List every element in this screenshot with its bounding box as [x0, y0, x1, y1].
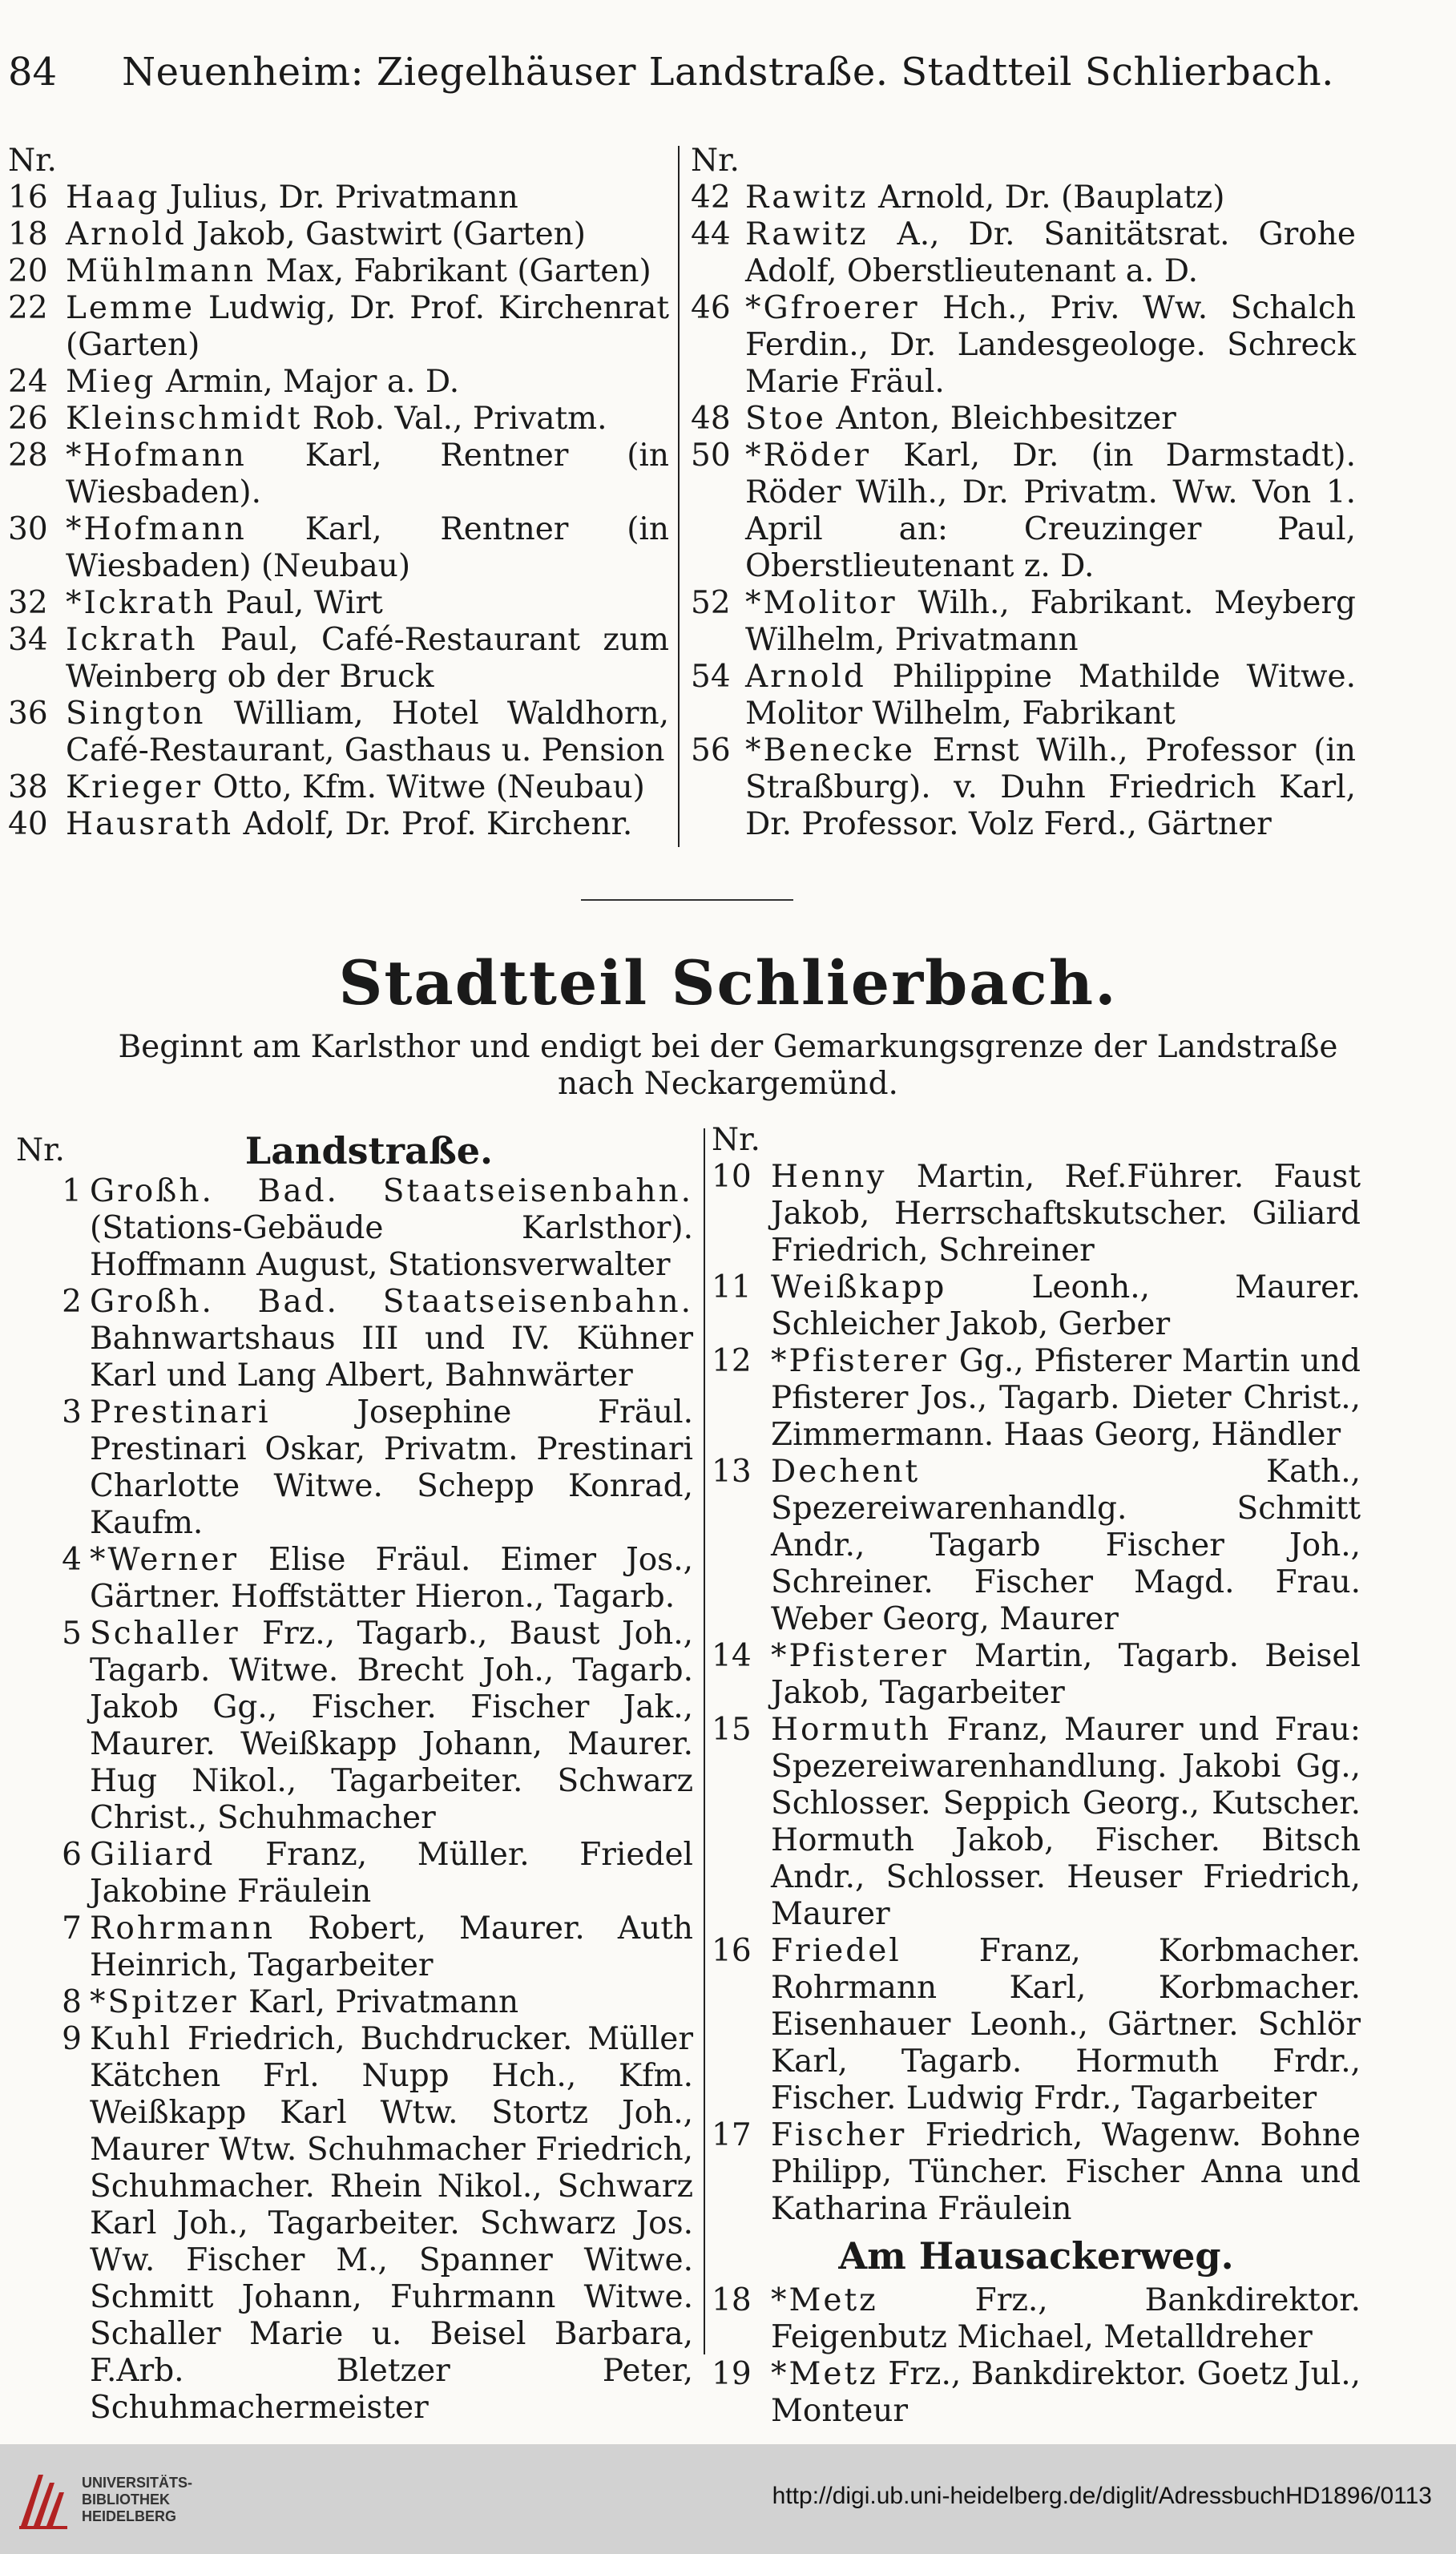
house-number: 14: [712, 1638, 752, 1674]
owner-name: Krieger: [66, 769, 204, 805]
owner-name: Rawitz: [745, 180, 869, 216]
address-entry: [712, 2356, 1361, 2430]
resident-text: [745, 438, 1356, 585]
owner-name: *Werner: [90, 1542, 239, 1578]
permalink-url[interactable]: http://digi.ub.uni-heidelberg.de/diglit/AdressbuchHD1896/0113: [772, 2483, 1432, 2509]
house-number: 7: [62, 1910, 82, 1947]
house-number: 11: [712, 1269, 752, 1305]
owner-name: Sington: [66, 696, 206, 732]
address-entry: [691, 401, 1356, 438]
address-entry: [16, 1284, 693, 1394]
resident-text: [66, 622, 669, 696]
owner-name: *Pfisterer: [771, 1638, 949, 1674]
address-entry: [8, 696, 669, 769]
resident-text: [66, 806, 669, 843]
resident-details: Gg., Pfisterer Martin und Pfisterer Jos., Tagarb. Dieter Christ., Zimmermann. Haas Georg, Händler: [771, 1343, 1361, 1453]
address-entry: [691, 216, 1356, 290]
house-number: 38: [8, 769, 48, 805]
resident-details: Anton, Bleichbesitzer: [836, 401, 1176, 437]
resident-details: Frz., Bankdirektor. Feigenbutz Michael, Metalldreher: [771, 2282, 1361, 2355]
resident-details: Bahnwartshaus III und IV. Kühner Karl und Lang Albert, Bahnwärter: [90, 1321, 693, 1394]
address-entry: [691, 659, 1356, 732]
resident-text: [771, 2117, 1361, 2228]
address-entry: [712, 1343, 1361, 1454]
resident-text: [66, 438, 669, 511]
page-number: 84: [8, 50, 58, 95]
resident-details: Josephine Fräul. Prestinari Oskar, Privatm. Prestinari Charlotte Witwe. Schepp Konrad, Kaufm.: [90, 1394, 693, 1541]
resident-text: [771, 1933, 1361, 2117]
resident-text: [745, 401, 1356, 438]
owner-name: *Hofmann: [66, 511, 247, 547]
house-number: 19: [712, 2356, 752, 2392]
bottom-left-column: [16, 1128, 693, 2427]
house-number: 8: [62, 1984, 82, 2020]
resident-text: [745, 732, 1356, 843]
owner-name: Großh. Bad. Staatseisenbahn.: [90, 1173, 693, 1209]
resident-details: Martin, Ref.Führer. Faust Jakob, Herrschaftskutscher. Giliard Friedrich, Schreiner: [771, 1159, 1361, 1269]
address-entry: [712, 2117, 1361, 2228]
house-number: 18: [712, 2282, 752, 2318]
resident-text: [745, 180, 1356, 216]
address-entry: [712, 1454, 1361, 1638]
section-title: Stadtteil Schlierbach.: [338, 947, 1118, 1019]
owner-name: *Gfroerer: [745, 290, 920, 326]
address-entry: [8, 585, 669, 622]
address-entry: [691, 180, 1356, 216]
house-number: 15: [712, 1712, 752, 1748]
owner-name: Fischer: [771, 2117, 907, 2153]
library-name: UNIVERSITÄTS- BIBLIOTHEK HEIDELBERG: [82, 2475, 193, 2524]
resident-details: Adolf, Dr. Prof. Kirchenr.: [243, 806, 633, 842]
resident-details: Franz, Maurer und Frau: Spezereiwarenhandlung. Jakobi Gg., Schlosser. Seppich Georg., Kutscher. Hormuth Jakob, Fischer. Bitsch Andr., Schlosser. Heuser Friedrich, Maurer: [771, 1712, 1361, 1932]
owner-name: Rawitz: [745, 216, 869, 252]
house-number: 50: [691, 438, 731, 474]
address-entry: [16, 1616, 693, 1837]
resident-details: Rob. Val., Privatm.: [312, 401, 607, 437]
address-entry: [16, 1910, 693, 1984]
bottom-right-column: [712, 1122, 1361, 2430]
house-number: 6: [62, 1837, 82, 1873]
resident-text: [771, 1454, 1361, 1638]
address-entry: [691, 585, 1356, 659]
resident-details: Armin, Major a. D.: [165, 364, 460, 400]
resident-text: [771, 1159, 1361, 1269]
owner-name: *Pfisterer: [771, 1343, 949, 1379]
house-number: 34: [8, 622, 48, 658]
resident-details: Leonh., Maurer. Schleicher Jakob, Gerber: [771, 1269, 1361, 1342]
resident-details: Martin, Tagarb. Beisel Jakob, Tagarbeiter: [771, 1638, 1361, 1711]
resident-details: (Stations-Gebäude Karlsthor). Hoffmann August, Stationsverwalter: [90, 1210, 693, 1283]
resident-details: Karl, Rentner (in Wiesbaden) (Neubau): [66, 511, 670, 584]
resident-details: Paul, Wirt: [225, 585, 383, 621]
nr-label: Nr.: [8, 143, 57, 179]
address-entry: [8, 290, 669, 364]
house-number: 24: [8, 364, 48, 400]
entry-list: [8, 180, 669, 843]
house-number: 13: [712, 1454, 752, 1490]
house-number: 16: [8, 180, 48, 216]
university-library-logo-icon: [14, 2468, 72, 2532]
address-entry: [8, 216, 669, 253]
street-name: Landstraße.: [244, 1129, 494, 1172]
house-number: 20: [8, 253, 48, 289]
owner-name: Mieg: [66, 364, 156, 400]
resident-text: [66, 401, 669, 438]
owner-name: Arnold: [745, 659, 866, 695]
address-entry: [691, 290, 1356, 401]
resident-text: [745, 290, 1356, 401]
resident-text: [90, 1394, 693, 1542]
owner-name: Dechent: [771, 1454, 921, 1490]
resident-details: Friedrich, Wagenw. Bohne Philipp, Tüncher. Fischer Anna und Katharina Fräulein: [771, 2117, 1361, 2227]
address-entry: [8, 806, 669, 843]
resident-text: [66, 585, 669, 622]
resident-details: Ernst Wilh., Professor (in Straßburg). v. Duhn Friedrich Karl, Dr. Professor. Volz Ferd., Gärtner: [745, 732, 1356, 842]
house-number: 10: [712, 1159, 752, 1195]
owner-name: *Metz: [771, 2282, 878, 2318]
section-subtitle: Beginnt am Karlsthor und endigt bei der Gemarkungsgrenze der Landstraße nach Neckargemünd.: [118, 1029, 1338, 1102]
resident-text: [90, 2021, 693, 2427]
resident-details: Max, Fabrikant (Garten): [265, 253, 651, 289]
owner-name: Lemme: [66, 290, 196, 326]
address-entry: [16, 1542, 693, 1616]
owner-name: Kuhl: [90, 2021, 172, 2057]
street-name: Am Hausackerweg.: [838, 2234, 1234, 2278]
resident-details: Philippine Mathilde Witwe. Molitor Wilhelm, Fabrikant: [745, 659, 1357, 732]
house-number: 2: [62, 1284, 82, 1320]
nr-label: Nr.: [16, 1132, 65, 1168]
address-entry: [712, 1712, 1361, 1933]
house-number: 1: [62, 1173, 82, 1209]
resident-details: William, Hotel Waldhorn, Café-Restaurant, Gasthaus u. Pension: [66, 696, 670, 769]
resident-text: [66, 290, 669, 364]
address-entry: [8, 769, 669, 806]
address-entry: [16, 1394, 693, 1542]
resident-details: Paul, Café-Restaurant zum Weinberg ob der Bruck: [66, 622, 669, 695]
resident-details: Frz., Bankdirektor. Goetz Jul., Monteur: [771, 2356, 1361, 2429]
street-heading-row: [16, 1128, 693, 1173]
address-entry: [712, 2282, 1361, 2356]
top-left-column: [8, 143, 669, 843]
house-number: 52: [691, 585, 731, 621]
owner-name: *Metz: [771, 2356, 878, 2392]
resident-details: Wilh., Fabrikant. Meyberg Wilhelm, Privatmann: [745, 585, 1356, 658]
owner-name: Haag: [66, 180, 160, 216]
resident-text: [66, 216, 669, 253]
address-entry: [712, 1159, 1361, 1269]
house-number: 9: [62, 2021, 82, 2057]
address-entry: [712, 1638, 1361, 1712]
owner-name: *Röder: [745, 438, 872, 474]
column-divider: [678, 146, 680, 847]
resident-text: [90, 1173, 693, 1284]
resident-text: [90, 1984, 693, 2021]
running-title: Neuenheim: Ziegelhäuser Landstraße. Stadtteil Schlierbach.: [122, 50, 1334, 95]
resident-text: [771, 2356, 1361, 2430]
resident-text: [745, 216, 1356, 290]
owner-name: Mühlmann: [66, 253, 256, 289]
address-entry: [16, 1837, 693, 1910]
house-number: 48: [691, 401, 731, 437]
house-number: 54: [691, 659, 731, 695]
address-entry: [8, 180, 669, 216]
resident-text: [771, 2282, 1361, 2356]
resident-details: Otto, Kfm. Witwe (Neubau): [212, 769, 645, 805]
resident-details: Franz, Korbmacher. Rohrmann Karl, Korbmacher. Eisenhauer Leonh., Gärtner. Schlör Karl, Tagarb. Hormuth Frdr., Fischer. Ludwig Frdr., Tagarbeiter: [771, 1933, 1361, 2116]
owner-name: Großh. Bad. Staatseisenbahn.: [90, 1284, 693, 1320]
address-entry: [691, 438, 1356, 585]
resident-text: [771, 1712, 1361, 1933]
resident-text: [66, 364, 669, 401]
nr-label: Nr.: [712, 1122, 760, 1158]
resident-text: [66, 180, 669, 216]
resident-text: [66, 511, 669, 585]
resident-details: A., Dr. Sanitätsrat. Grohe Adolf, Oberstlieutenant a. D.: [745, 216, 1356, 289]
address-entry: [691, 732, 1356, 843]
resident-details: Elise Fräul. Eimer Jos., Gärtner. Hoffstätter Hieron., Tagarb.: [90, 1542, 693, 1615]
owner-name: Stoe: [745, 401, 826, 437]
address-entry: [712, 1933, 1361, 2117]
running-header: [0, 44, 1456, 100]
owner-name: Rohrmann: [90, 1910, 276, 1947]
owner-name: Henny: [771, 1159, 887, 1195]
resident-text: [90, 1284, 693, 1394]
house-number: 56: [691, 732, 731, 769]
owner-name: Kleinschmidt: [66, 401, 303, 437]
house-number: 18: [8, 216, 48, 252]
address-entry: [16, 2021, 693, 2427]
house-number: 36: [8, 696, 48, 732]
owner-name: *Ickrath: [66, 585, 216, 621]
column-divider: [704, 1128, 705, 2354]
resident-details: Arnold, Dr. (Bauplatz): [878, 180, 1225, 216]
owner-name: *Benecke: [745, 732, 915, 769]
resident-text: [745, 585, 1356, 659]
owner-name: Hausrath: [66, 806, 234, 842]
owner-name: Schaller: [90, 1616, 240, 1652]
resident-details: Franz, Müller. Friedel Jakobine Fräulein: [90, 1837, 694, 1910]
house-number: 5: [62, 1616, 82, 1652]
resident-details: Karl, Dr. (in Darmstadt). Röder Wilh., Dr. Privatm. Ww. Von 1. April an: Creuzinger Paul, Oberstlieutenant z. D.: [745, 438, 1356, 584]
house-number: 32: [8, 585, 48, 621]
entry-list: [712, 2282, 1361, 2430]
resident-text: [66, 253, 669, 290]
resident-details: Ludwig, Dr. Prof. Kirchenrat (Garten): [66, 290, 669, 363]
viewer-footer: [0, 2444, 1456, 2554]
owner-name: *Molitor: [745, 585, 897, 621]
address-entry: [16, 1173, 693, 1284]
house-number: 40: [8, 806, 48, 842]
owner-name: Arnold: [66, 216, 187, 252]
house-number: 22: [8, 290, 48, 326]
resident-text: [90, 1542, 693, 1616]
resident-details: Kath., Spezereiwarenhandlg. Schmitt Andr., Tagarb Fischer Joh., Schreiner. Fischer Magd. Frau. Weber Georg, Maurer: [771, 1454, 1361, 1637]
resident-details: Karl, Privatmann: [248, 1984, 519, 2020]
owner-name: Friedel: [771, 1933, 901, 1969]
house-number: 16: [712, 1933, 752, 1969]
owner-name: *Spitzer: [90, 1984, 239, 2020]
resident-text: [745, 659, 1356, 732]
owner-name: Weißkapp: [771, 1269, 947, 1305]
house-number: 4: [62, 1542, 82, 1578]
resident-text: [90, 1837, 693, 1910]
house-number: 30: [8, 511, 48, 547]
house-number: 12: [712, 1343, 752, 1379]
address-entry: [8, 622, 669, 696]
owner-name: Giliard: [90, 1837, 216, 1873]
address-entry: [8, 438, 669, 511]
resident-text: [66, 696, 669, 769]
entry-list: [16, 1173, 693, 2427]
resident-text: [771, 1269, 1361, 1343]
address-entry: [8, 364, 669, 401]
address-entry: [712, 1269, 1361, 1343]
house-number: 26: [8, 401, 48, 437]
house-number: 42: [691, 180, 731, 216]
address-entry: [8, 511, 669, 585]
house-number: 44: [691, 216, 731, 252]
owner-name: *Hofmann: [66, 438, 247, 474]
owner-name: Hormuth: [771, 1712, 932, 1748]
address-entry: [8, 401, 669, 438]
nr-label: Nr.: [691, 143, 740, 179]
resident-details: Hch., Priv. Ww. Schalch Ferdin., Dr. Landesgeologe. Schreck Marie Fräul.: [745, 290, 1356, 400]
address-entry: [16, 1984, 693, 2021]
house-number: 3: [62, 1394, 82, 1430]
resident-text: [90, 1910, 693, 1984]
resident-text: [66, 769, 669, 806]
resident-details: Jakob, Gastwirt (Garten): [196, 216, 587, 252]
resident-details: Friedrich, Buchdrucker. Müller Kätchen Frl. Nupp Hch., Kfm. Weißkapp Karl Wtw. Stortz Joh., Maurer Wtw. Schuhmacher Friedrich, Schuhmacher. Rhein Nikol., Schwarz Karl Joh., Tagarbeiter. Schwarz Jos. Ww. Fischer M., Spanner Witwe. Schmitt Johann, Fuhrmann Witwe. Schaller Marie u. Beisel Barbara, F.Arb. Bletzer Peter, Schuhmachermeister: [90, 2021, 693, 2426]
entry-list: [712, 1159, 1361, 2228]
owner-name: Ickrath: [66, 622, 198, 658]
address-entry: [8, 253, 669, 290]
section-divider: [581, 899, 793, 901]
resident-details: Robert, Maurer. Auth Heinrich, Tagarbeiter: [90, 1910, 693, 1983]
house-number: 28: [8, 438, 48, 474]
top-right-column: [691, 143, 1356, 843]
resident-text: [771, 1343, 1361, 1454]
entry-list: [691, 180, 1356, 843]
resident-details: Julius, Dr. Privatmann: [169, 180, 518, 216]
owner-name: Prestinari: [90, 1394, 271, 1430]
resident-details: Karl, Rentner (in Wiesbaden).: [66, 438, 670, 510]
house-number: 17: [712, 2117, 752, 2153]
resident-text: [771, 1638, 1361, 1712]
resident-text: [90, 1616, 693, 1837]
resident-details: Frz., Tagarb., Baust Joh., Tagarb. Witwe. Brecht Joh., Tagarb. Jakob Gg., Fischer. Fischer Jak., Maurer. Weißkapp Johann, Maurer. Hug Nikol., Tagarbeiter. Schwarz Christ., Schuhmacher: [90, 1616, 693, 1836]
house-number: 46: [691, 290, 731, 326]
